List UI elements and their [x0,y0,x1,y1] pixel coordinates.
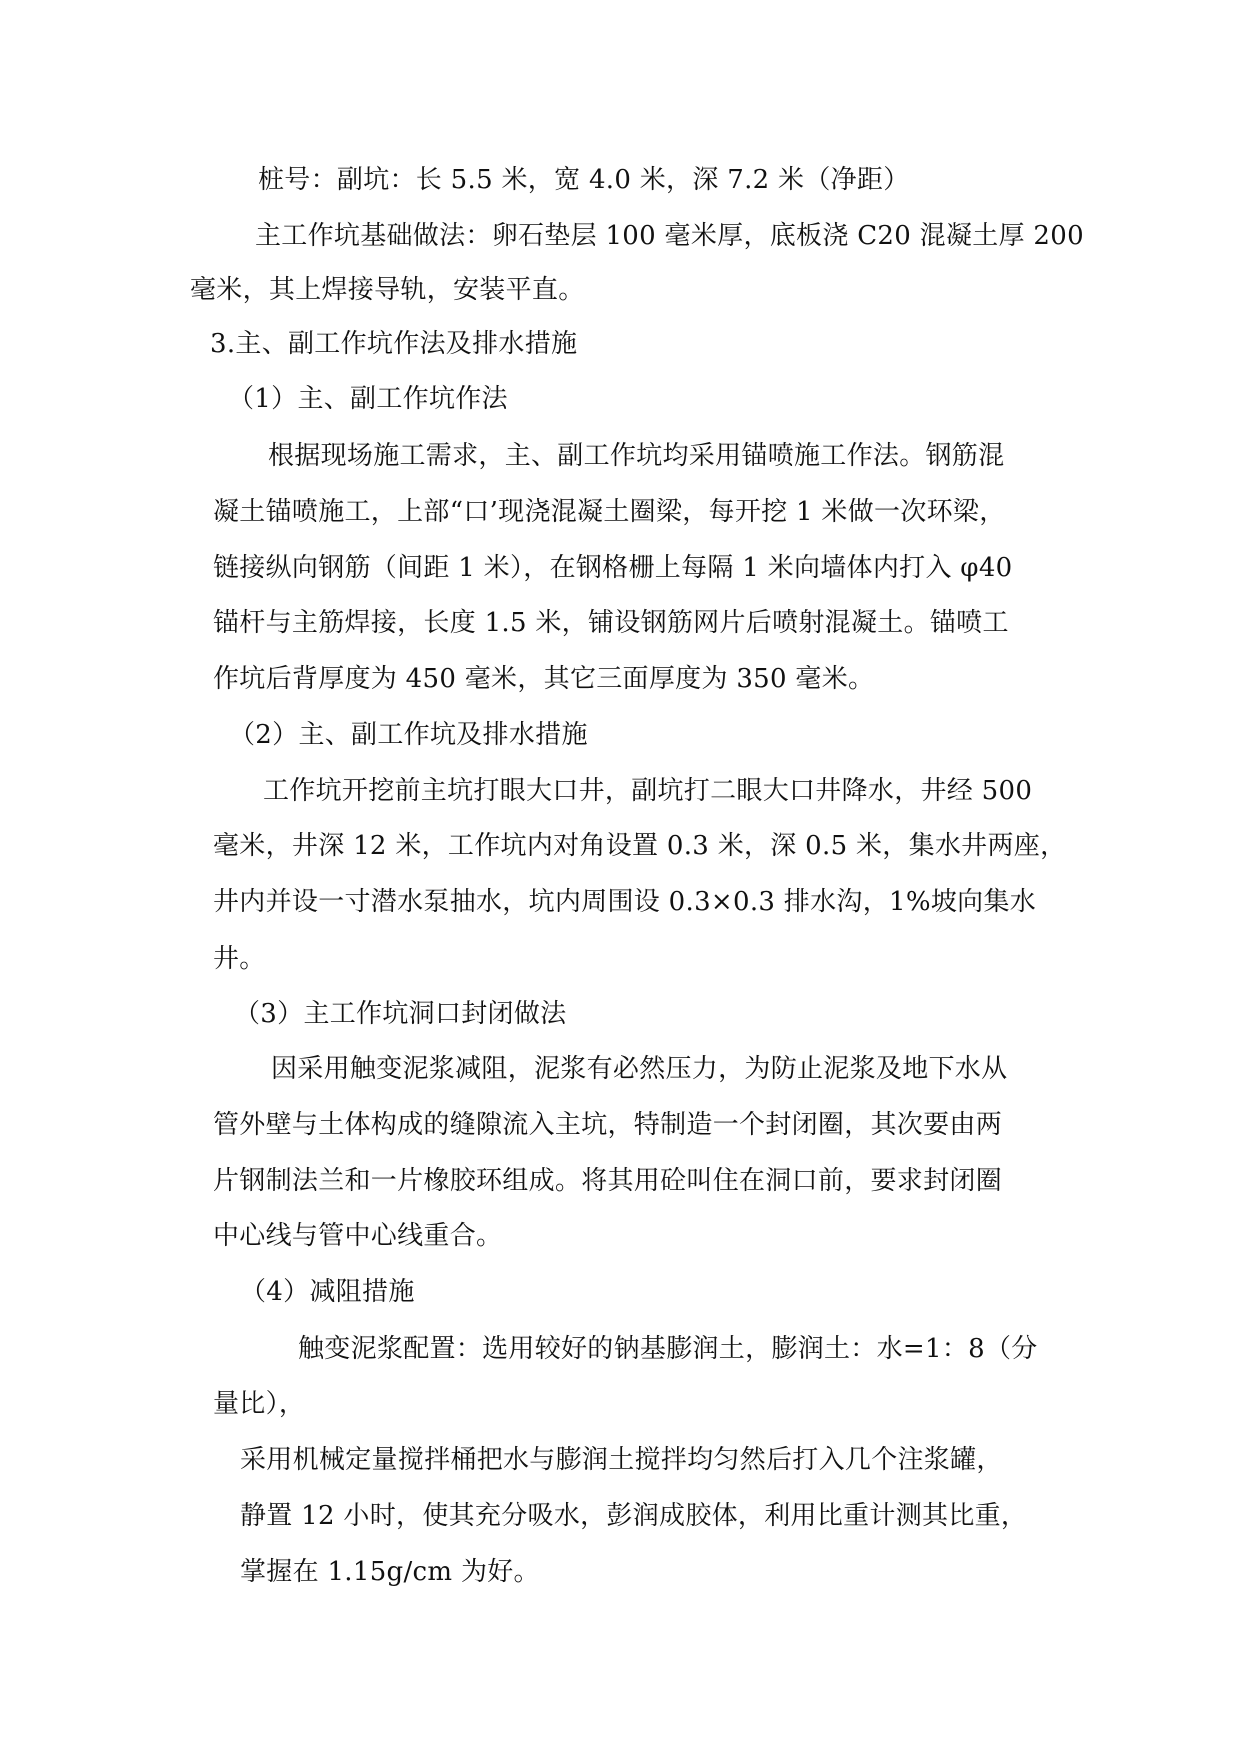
paragraph-3-line-4: 中心线与管中心线重合。 [213,1221,503,1251]
paragraph-1-line-4: 锚杆与主筋焊接，长度 1.5 米，铺设钢筋网片后喷射混凝土。锚喷工 [213,608,1009,638]
subheading-2: （2）主、副工作坑及排水措施 [229,720,588,750]
paragraph-1-line-1: 根据现场施工需求，主、副工作坑均采用锚喷施工作法。钢筋混 [268,441,1005,471]
paragraph-3-line-1: 因采用触变泥浆减阻，泥浆有必然压力，为防止泥浆及地下水从 [271,1054,1008,1084]
foundation-method-line: 主工作坑基础做法：卵石垫层 100 毫米厚，底板浇 C20 混凝土厚 200 [255,221,1084,251]
paragraph-5-line-2: 静置 12 小时，使其充分吸水，彭润成胶体，利用比重计测其比重， [240,1501,1028,1531]
paragraph-1-line-2: 凝土锚喷施工，上部“口’现浇混凝土圈梁，每开挖 1 米做一次环梁， [213,497,1006,527]
paragraph-5-line-3: 掌握在 1.15g/cm 为好。 [240,1557,540,1587]
paragraph-2-line-3: 井内并设一寸潜水泵抽水，坑内周围设 0.3×0.3 排水沟，1%坡向集水 [213,887,1037,917]
paragraph-3-line-2: 管外壁与土体构成的缝隙流入主坑，特制造一个封闭圈，其次要由两 [213,1110,1003,1140]
paragraph-2-line-2: 毫米，井深 12 米，工作坑内对角设置 0.3 米，深 0.5 米，集水井两座， [213,831,1067,861]
paragraph-4-line-1: 触变泥浆配置：选用较好的钠基膨润土，膨润土：水=1：8（分 [298,1334,1038,1364]
subheading-4: （4）减阻措施 [240,1277,415,1307]
paragraph-3-line-3: 片钢制法兰和一片橡胶环组成。将其用砼叫住在洞口前，要求封闭圈 [213,1166,1003,1196]
section-heading-3: 3.主、副工作坑作法及排水措施 [210,329,578,359]
paragraph-4-line-2: 量比）， [213,1389,306,1419]
paragraph-1-line-3: 链接纵向钢筋（间距 1 米），在钢格栅上每隔 1 米向墙体内打入 φ40 [213,553,1013,583]
pit-dimension-line: 桩号：副坑：长 5.5 米，宽 4.0 米，深 7.2 米（净距） [258,165,910,195]
subheading-3: （3）主工作坑洞口封闭做法 [234,999,567,1029]
foundation-method-line-continued: 毫米，其上焊接导轨，安装平直。 [190,275,585,305]
paragraph-5-line-1: 采用机械定量搅拌桶把水与膨润土搅拌均匀然后打入几个注浆罐， [240,1445,1003,1475]
paragraph-1-line-5: 作坑后背厚度为 450 毫米，其它三面厚度为 350 毫米。 [213,664,875,694]
paragraph-2-line-4: 井。 [213,944,266,974]
subheading-1: （1）主、副工作坑作法 [228,384,508,414]
paragraph-2-line-1: 工作坑开挖前主坑打眼大口井，副坑打二眼大口井降水，井经 500 [263,776,1033,806]
